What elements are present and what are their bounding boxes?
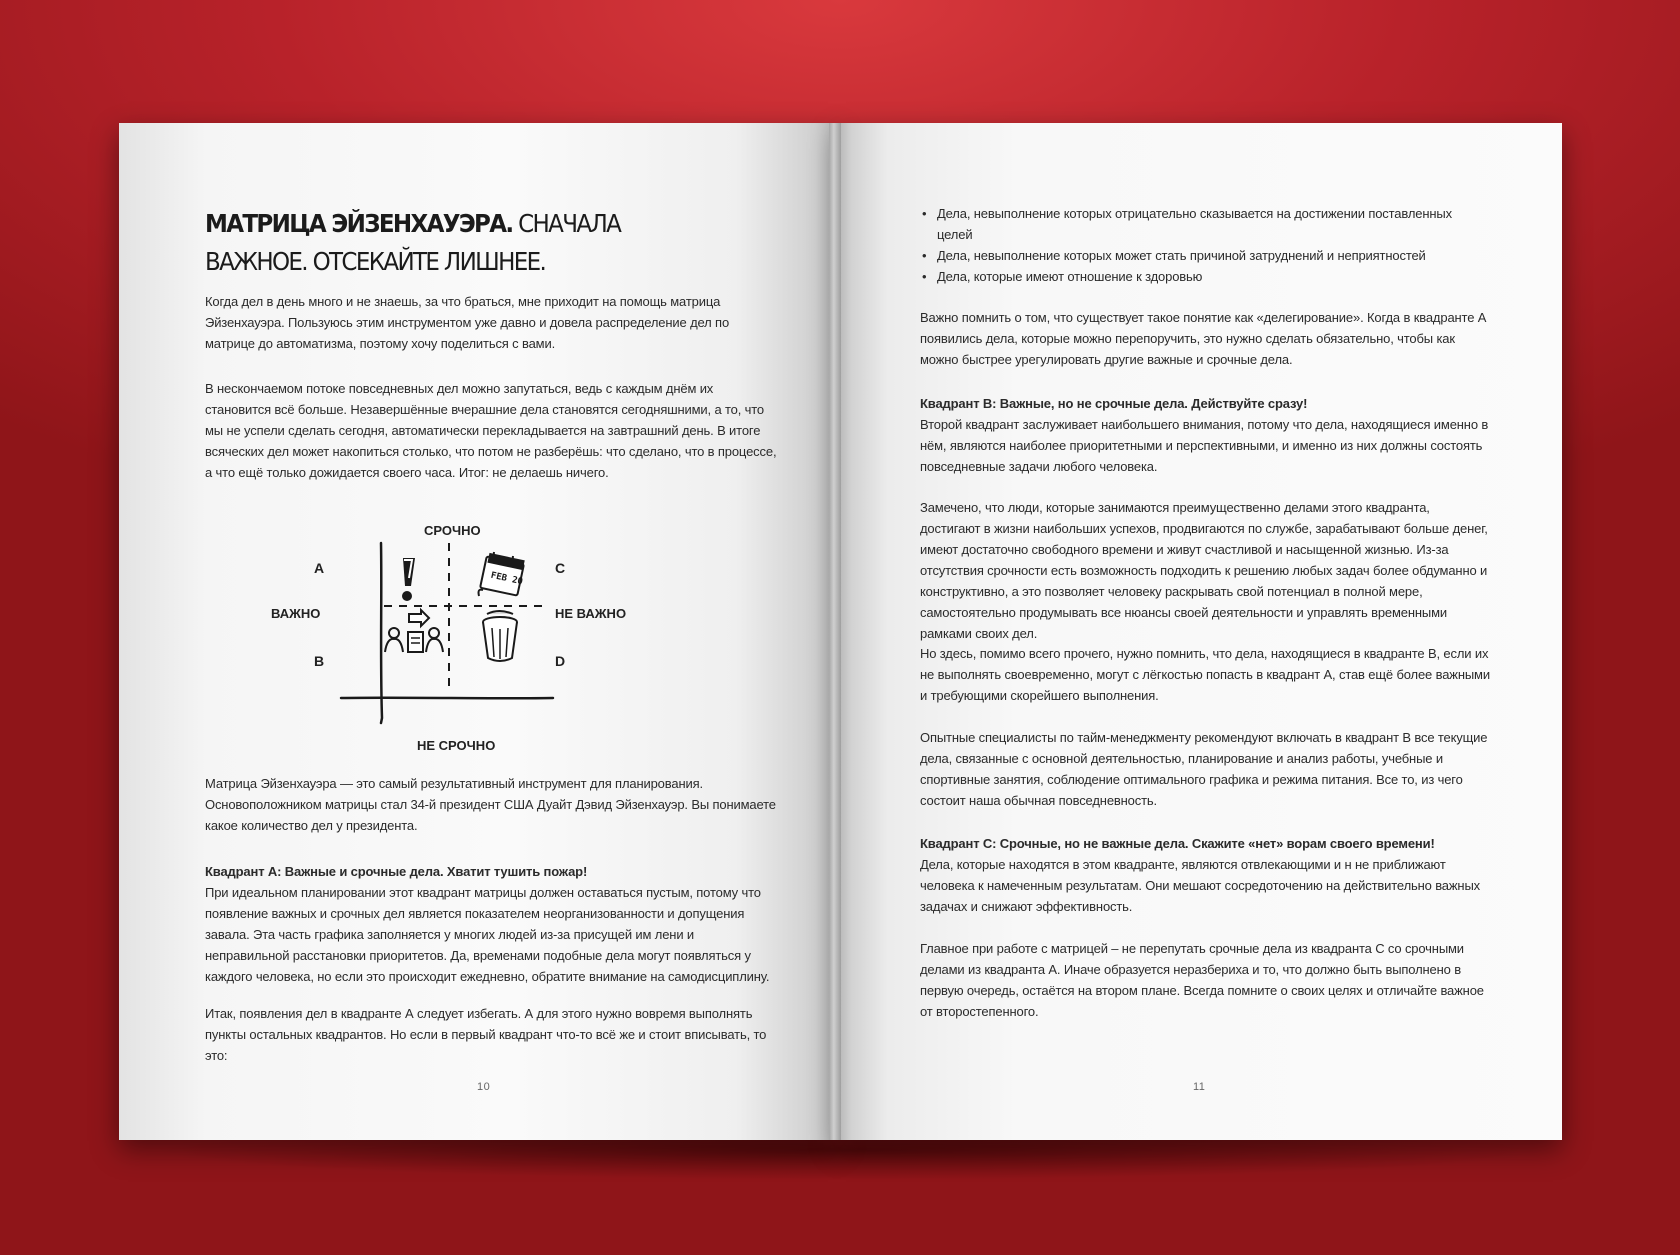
page-number-right: 11: [1193, 1081, 1206, 1093]
quadrant-c-text: Дела, которые находятся в этом квадранте, являются отвлекающими и н не приближают человека к намеченным результатам. Они мешают сосредоточению на действительно важных задачах и снижают эффективность.: [920, 857, 1481, 914]
quadrant-a-heading: Квадрант А: Важные и срочные дела. Хватит тушить пожар!: [205, 864, 588, 879]
quadrant-b-heading: Квадрант В: Важные, но не срочные дела. Действуйте сразу!: [920, 396, 1308, 411]
label-urgent: СРОЧНО: [424, 523, 481, 538]
left-page: [119, 123, 837, 1140]
quadrant-a-section: [205, 861, 780, 987]
quadrant-b-letter: В: [314, 653, 325, 669]
label-important: ВАЖНО: [271, 606, 321, 621]
bullet-list: [920, 203, 1490, 287]
book-spine: [829, 123, 841, 1140]
bullet-item: • Дела, которые имеют отношение к здоровью: [920, 266, 1490, 287]
label-not-urgent: НЕ СРОЧНО: [417, 738, 496, 753]
eisenhower-matrix: [271, 518, 671, 753]
title-rest: СНАЧАЛА ВАЖНОЕ. ОТСЕКАЙТЕ ЛИШНЕЕ.: [205, 209, 621, 276]
page-title: [205, 205, 720, 281]
delegation-people-icon: [385, 610, 443, 652]
intro-paragraph: Когда дел в день много и не знаешь, за что браться, мне приходит на помощь матрица Эйзенхауэра. Пользуюсь этим инструментом уже давно и довела распределение дел по матрице до автоматизма, поэтому хочу поделиться с вами.: [205, 294, 730, 351]
quadrant-c-section: [920, 833, 1490, 917]
bullet-item: • Дела, невыполнение которых может стать причиной затруднений и неприятностей: [920, 245, 1490, 266]
paragraph-b4: Опытные специалисты по тайм-менеджменту рекомендуют включать в квадрант В все текущие дела, связанные с основной деятельностью, планирование и анализ работы, учебные и спортивные занятия, соблюдение оптимального графика и режима питания. Все то, из чего состоит наша обычная повседневность.: [920, 730, 1488, 808]
delegation-paragraph: Важно помнить о том, что существует такое понятие как «делегирование». Когда в квадранте А появились дела, которые можно перепоручить, это нужно сделать обязательно, чтобы как можно быстрее урегулировать другие важные и срочные дела.: [920, 310, 1487, 367]
trash-can-icon: [483, 611, 517, 661]
quadrant-a-text: При идеальном планировании этот квадрант матрицы должен оставаться пустым, потому что появление важных и срочных дел является показателем неорганизованности и допущения завала. Эта часть графика заполняется у многих людей из-за присущей им лени и неправильной расстановки приоритетов. Да, временами подобные дела могут появляться у каждого человека, но если это происходит ежедневно, обратите внимание на самодисциплину.: [205, 885, 770, 984]
paragraph-2: В нескончаемом потоке повседневных дел можно запутаться, ведь с каждым днём их становится всё больше. Незавершённые вчерашние дела становятся сегодняшними, а то, что мы не успели сделать сегодня, автоматически перекладывается на завтрашний день. В итоге всяческих дел может накопиться столько, что потом не разберёшь: что сделано, что в процессе, а что ещё только дожидается своего часа. Итог: не делаешь ничего.: [205, 381, 777, 480]
quadrant-b-section: [920, 393, 1490, 477]
bullet-item: • Дела, невыполнение которых отрицательно сказывается на достижении поставленных целей: [920, 203, 1490, 245]
page-number-left: 10: [477, 1081, 491, 1093]
paragraph-3: Матрица Эйзенхауэра — это самый результативный инструмент для планирования. Основоположником матрицы стал 34-й президент США Дуайт Дэвид Эйзенхауэр. Вы понимаете какое количество дел у президента.: [205, 776, 776, 833]
paragraph-b2: Замечено, что люди, которые занимаются преимущественно делами этого квадранта, достигают в жизни наибольших успехов, продвигаются по службе, зарабатывают больше денег, имеют достаточно свободного времени и живут счастливой и насыщенной жизнью. Из-за отсутствия срочности есть возможность подходить к решению любых задач более обдуманно и конструктивно, а это позволяет человеку раскрывать свой потенциал в полной мере, самостоятельно продумывать все нюансы своей деятельности и управлять временными рамками своих дел.: [920, 500, 1488, 641]
paragraph-last: Итак, появления дел в квадранте А следует избегать. А для этого нужно вовремя выполнять пункты остальных квадрантов. Но если в первый квадрант что-то всё же и стоит вписывать, то это:: [205, 1006, 767, 1063]
calendar-label: FEB 20: [489, 570, 524, 588]
label-not-important: НЕ ВАЖНО: [555, 606, 627, 621]
title-bold: МАТРИЦА ЭЙЗЕНХАУЭРА.: [205, 209, 513, 238]
quadrant-c-heading: Квадрант С: Срочные, но не важные дела. Скажите «нет» ворам своего времени!: [920, 836, 1435, 851]
quadrant-d-letter: D: [555, 653, 566, 669]
matrix-graphic: [291, 518, 671, 748]
paragraph-b3: Но здесь, помимо всего прочего, нужно помнить, что дела, находящиеся в квадранте В, если их не выполнять своевременно, могут с лёгкостью попасть в квадрант А, став ещё более важными и требующими скорейшего выполнения.: [920, 646, 1490, 703]
right-page: [837, 123, 1562, 1140]
quadrant-a-letter: А: [314, 560, 325, 576]
quadrant-b-text: Второй квадрант заслуживает наибольшего внимания, потому что дела, находящиеся именно в нём, являются наиболее приоритетными и перспективными, и именно из них должны состоять повседневные задачи любого человека.: [920, 417, 1489, 474]
quadrant-c-letter: С: [555, 560, 566, 576]
calendar-icon: [479, 552, 525, 596]
exclamation-icon: [402, 558, 415, 601]
paragraph-final: Главное при работе с матрицей – не перепутать срочные дела из квадранта С со срочными делами из квадранта А. Иначе образуется неразбериха и то, что должно быть выполнено в первую очередь, остаётся на втором плане. Всегда помните о своих целях и отличайте важное от второстепенного.: [920, 941, 1484, 1019]
